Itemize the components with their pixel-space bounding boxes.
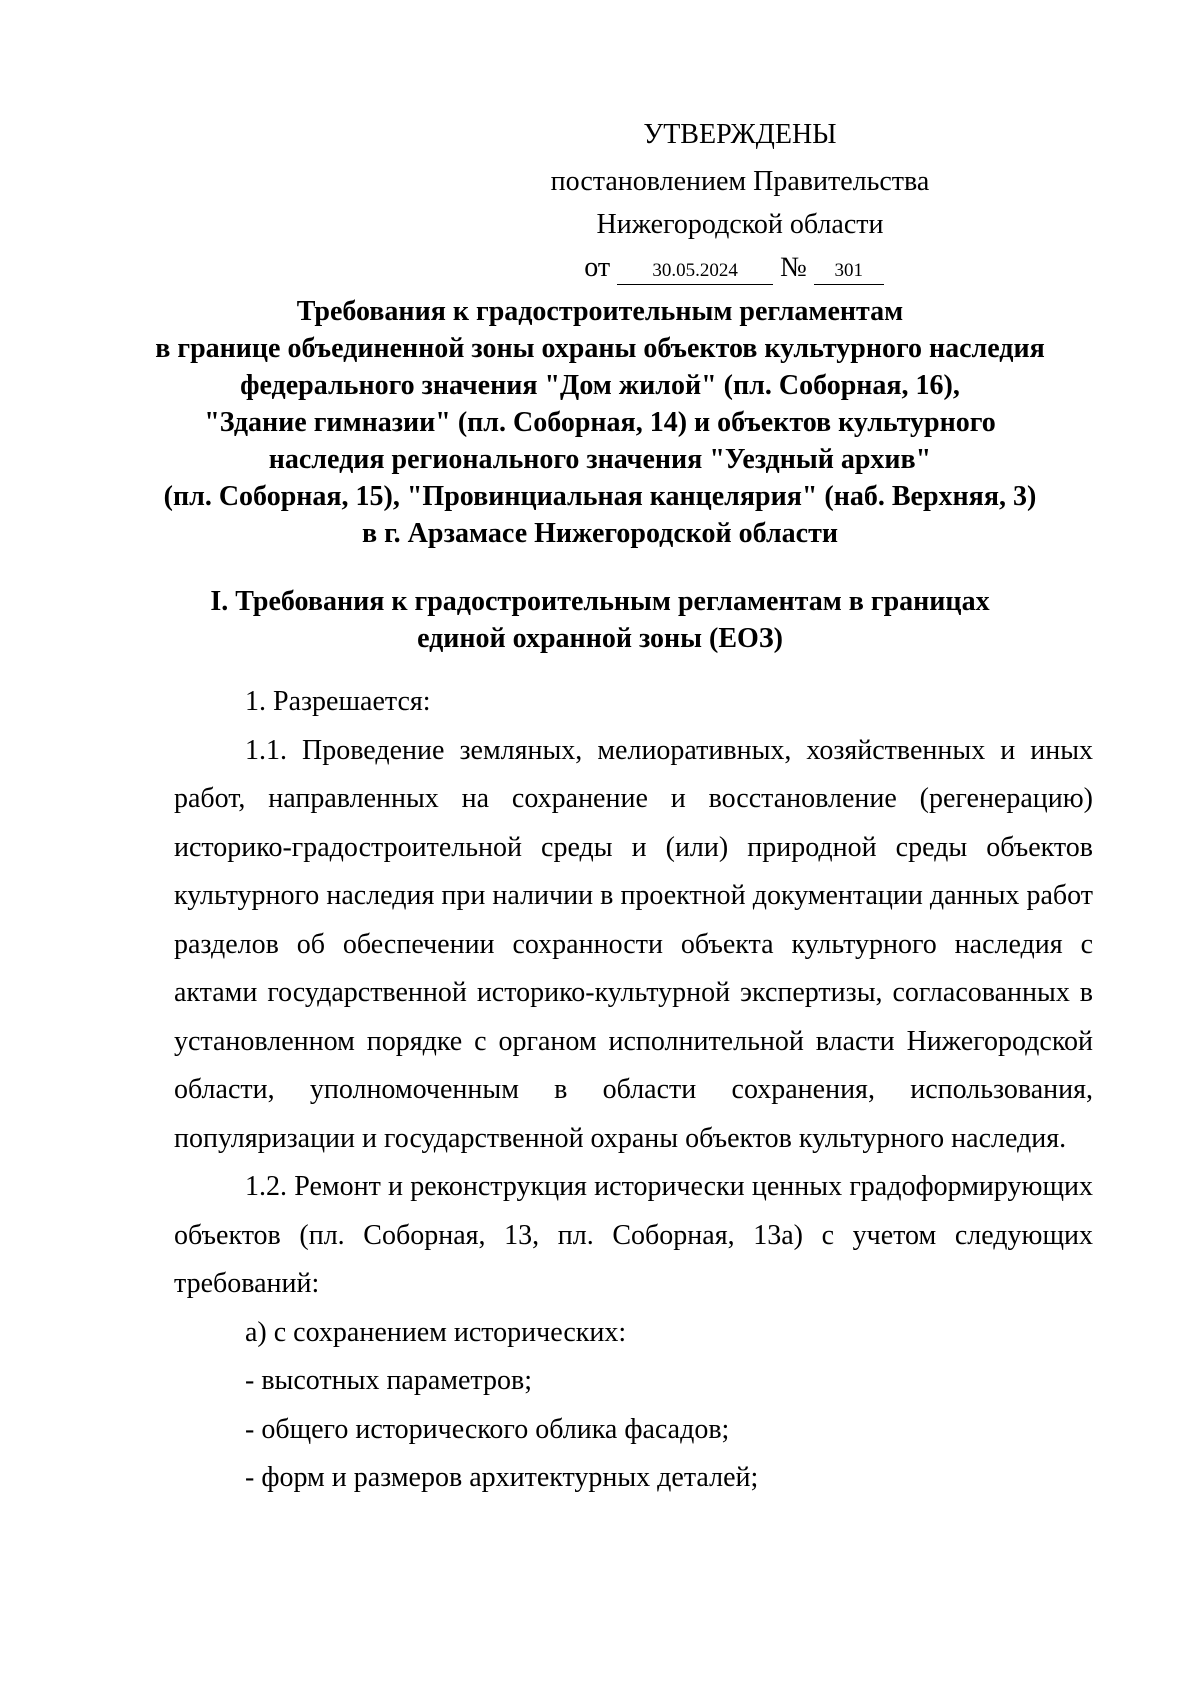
- section-heading-line: единой охранной зоны (ЕОЗ): [417, 623, 783, 654]
- list-item-a: а) с сохранением исторических:: [245, 1316, 627, 1348]
- date-prefix: от: [584, 252, 611, 283]
- number-value: 301: [814, 258, 884, 285]
- document-title: [100, 293, 1100, 552]
- list-item: - форм и размеров архитектурных деталей;: [245, 1462, 759, 1493]
- title-line: федерального значения "Дом жилой" (пл. Соборная, 16),: [240, 370, 960, 401]
- title-line: в границе объединенной зоны охраны объектов культурного наследия: [155, 333, 1045, 364]
- paragraph-1: 1. Разрешается:: [245, 686, 431, 717]
- approval-stamp: УТВЕРЖДЕНЫ: [643, 119, 837, 150]
- title-line: "Здание гимназии" (пл. Соборная, 14) и объектов культурного: [204, 407, 996, 438]
- date-value: 30.05.2024: [617, 258, 773, 285]
- document-body: [174, 678, 1093, 1503]
- approval-line-1: постановлением Правительства: [550, 166, 930, 197]
- section-heading: [100, 583, 1100, 657]
- approval-block: [540, 113, 940, 289]
- approval-date-line: [534, 246, 934, 289]
- paragraph-1-2: 1.2. Ремонт и реконструкция исторически ценных градоформирующих объектов (пл. Соборная, 13, пл. Соборная, 13а) с учетом следующих требований:: [174, 1171, 1093, 1299]
- title-line: в г. Арзамасе Нижегородской области: [361, 518, 838, 549]
- number-sign: №: [780, 252, 807, 283]
- approval-line-2: Нижегородской области: [596, 209, 884, 240]
- paragraph-1-1: 1.1. Проведение земляных, мелиоративных, хозяйственных и иных работ, направленных на сохранение и восстановление (регенерацию) историко-градостроительной среды и (или) природной среды объектов культурного наследия при наличии в проектной документации данных работ разделов об обеспечении сохранности объекта культурного наследия с актами государственной историко-культурной экспертизы, согласованных в установленном порядке с органом исполнительной власти Нижегородской области, уполномоченным в области сохранения, использования, популяризации и государственной охраны объектов культурного наследия.: [174, 734, 1093, 1154]
- section-heading-line: I. Требования к градостроительным регламентам в границах: [210, 586, 990, 617]
- title-line: (пл. Соборная, 15), "Провинциальная канцелярия" (наб. Верхняя, 3): [163, 481, 1037, 512]
- list-item: - общего исторического облика фасадов;: [245, 1413, 730, 1445]
- title-line: наследия регионального значения "Уездный архив": [268, 444, 932, 475]
- title-line: Требования к градостроительным регламентам: [296, 296, 904, 327]
- list-item: - высотных параметров;: [245, 1365, 533, 1396]
